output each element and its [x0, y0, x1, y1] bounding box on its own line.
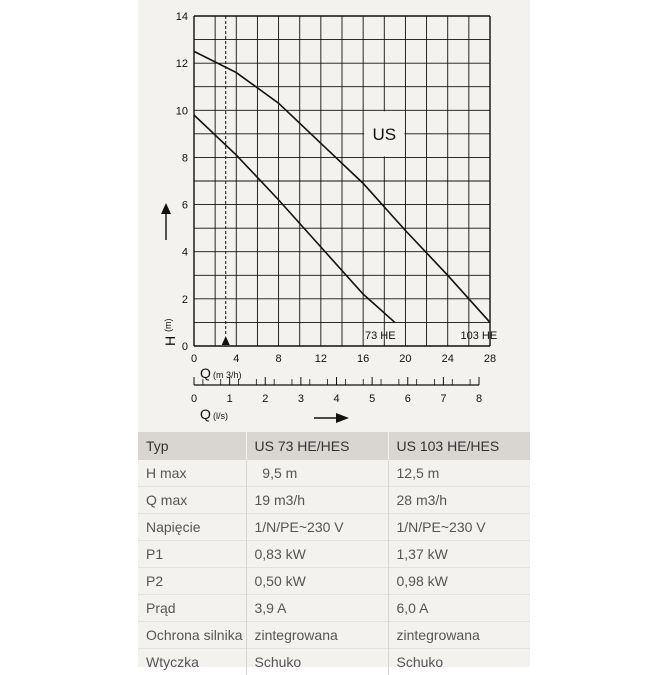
x-tick-label: 24	[442, 353, 454, 365]
x-tick-label: 8	[276, 353, 282, 365]
row-value: Schuko	[246, 649, 388, 675]
row-value: 1/N/PE~230 V	[388, 514, 530, 541]
row-label: P1	[138, 541, 246, 568]
chart-label: US	[372, 125, 396, 144]
row-label: P2	[138, 568, 246, 595]
x-axis-label: Q	[200, 365, 211, 381]
y-tick-label: 10	[176, 105, 188, 117]
x-tick-label: 28	[484, 353, 496, 365]
row-value: 9,5 m	[246, 460, 388, 487]
row-label: Wtyczka	[138, 649, 246, 675]
x-tick-label: 20	[399, 353, 411, 365]
y-tick-label: 4	[182, 247, 188, 259]
x2-tick-label: 4	[333, 393, 339, 405]
row-value: 19 m3/h	[246, 487, 388, 514]
table-row	[138, 649, 530, 675]
y-tick-label: 6	[182, 200, 188, 212]
row-label: Q max	[138, 487, 246, 514]
y-tick-label: 8	[182, 152, 188, 164]
series-label-73-he: 73 HE	[365, 330, 396, 342]
x-tick-label: 4	[233, 353, 239, 365]
row-value: 12,5 m	[388, 460, 530, 487]
row-value: zintegrowana	[246, 622, 388, 649]
header-us-103: US 103 HE/HES	[388, 432, 530, 460]
row-value: 0,50 kW	[246, 568, 388, 595]
marker-triangle	[222, 336, 230, 345]
table-row	[138, 541, 530, 568]
table-row	[138, 460, 530, 487]
table-row	[138, 514, 530, 541]
spec-table-header	[138, 432, 530, 460]
table-row	[138, 568, 530, 595]
x-tick-label: 12	[315, 353, 327, 365]
y-axis-unit: (m)	[163, 319, 173, 333]
row-value: 1,37 kW	[388, 541, 530, 568]
x2-tick-label: 1	[227, 393, 233, 405]
table-row	[138, 487, 530, 514]
y-axis-label: H	[162, 336, 178, 346]
row-value: 0,83 kW	[246, 541, 388, 568]
x2-tick-label: 8	[476, 393, 482, 405]
x2-tick-label: 3	[298, 393, 304, 405]
row-label: Napięcie	[138, 514, 246, 541]
header-us-73: US 73 HE/HES	[246, 432, 388, 460]
row-label: H max	[138, 460, 246, 487]
y-tick-label: 12	[176, 58, 188, 70]
x2-tick-label: 2	[262, 393, 268, 405]
row-value: 6,0 A	[388, 595, 530, 622]
row-value: zintegrowana	[388, 622, 530, 649]
x2-axis-unit: (l/s)	[213, 411, 228, 421]
row-value: 28 m3/h	[388, 487, 530, 514]
row-value: Schuko	[388, 649, 530, 675]
y-tick-label: 0	[182, 341, 188, 353]
x-axis-unit: (m 3/h)	[213, 370, 242, 380]
x2-tick-label: 7	[440, 393, 446, 405]
header-typ: Typ	[138, 432, 246, 460]
row-label: Ochrona silnika	[138, 622, 246, 649]
x2-tick-label: 5	[369, 393, 375, 405]
table-row	[138, 595, 530, 622]
y-tick-label: 14	[176, 11, 188, 23]
series-label-103-he: 103 HE	[461, 330, 498, 342]
x2-tick-label: 0	[191, 393, 197, 405]
spec-table	[138, 432, 530, 675]
x-tick-label: 16	[357, 353, 369, 365]
row-label: Prąd	[138, 595, 246, 622]
row-value: 1/N/PE~230 V	[246, 514, 388, 541]
table-row	[138, 622, 530, 649]
x2-axis-label: Q	[200, 406, 211, 422]
y-tick-label: 2	[182, 294, 188, 306]
x2-tick-label: 6	[405, 393, 411, 405]
x-tick-label: 0	[191, 353, 197, 365]
row-value: 3,9 A	[246, 595, 388, 622]
pump-curve-chart	[138, 0, 530, 432]
y-arrow-head	[161, 203, 171, 214]
row-value: 0,98 kW	[388, 568, 530, 595]
x-arrow-head	[336, 413, 349, 423]
